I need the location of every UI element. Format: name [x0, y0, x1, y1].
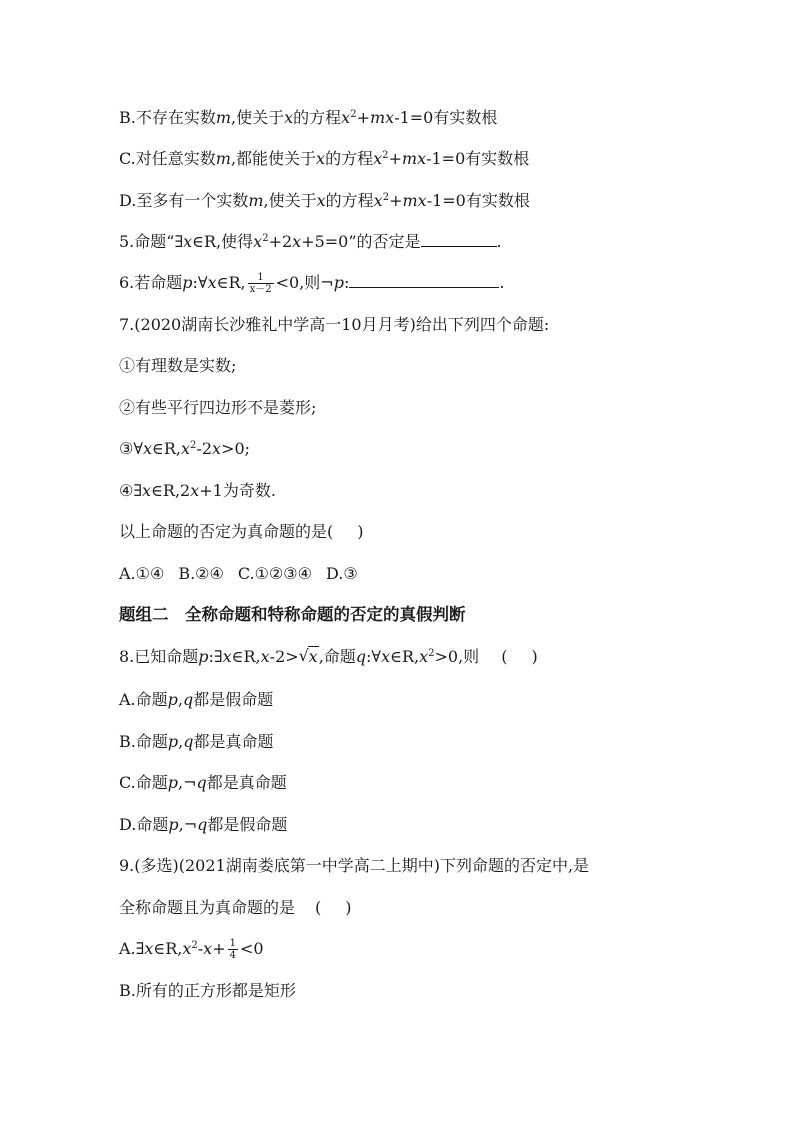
option-8a: A.命题p,q都是假命题 — [119, 690, 274, 709]
answer-blank — [349, 273, 499, 288]
answer-blank — [421, 232, 497, 247]
statement-1: ①有理数是实数; — [119, 356, 237, 375]
question-7-ask: 以上命题的否定为真命题的是( ) — [119, 522, 364, 541]
question-7-options — [119, 563, 358, 585]
fraction: $\frac{1}{x-2}$ — [249, 272, 272, 295]
option-4c: C.对任意实数m,都能使关于x的方程$x^2+mx-1=0$有实数根 — [119, 149, 530, 168]
option-8b: B.命题p,q都是真命题 — [119, 732, 274, 751]
option-9a: $A.\exists x\in R,x^2-x+$ $\frac{1}{4}$ <0 — [119, 938, 264, 961]
question-6: 6.若命题p:∀x∈R, $\frac{1}{x-2}$ <0,则¬p: . — [119, 272, 505, 295]
option-9b: B.所有的正方形都是矩形 — [119, 981, 296, 1000]
question-5: 5.命题“∃x∈R,使得$x^2+2x+5=0$”的否定是 . — [119, 232, 502, 251]
statement-2: ②有些平行四边形不是菱形; — [119, 398, 317, 417]
option-d: D.③ — [326, 564, 358, 583]
question-7-stem: 7.(2020湖南长沙雅礼中学高一10月月考)给出下列四个命题: — [119, 315, 550, 334]
option-4b: B.不存在实数m,使关于x的方程$x^2+mx-1=0$有实数根 — [119, 108, 498, 127]
question-9-line1: 9.(多选)(2021湖南娄底第一中学高二上期中)下列命题的否定中,是 — [119, 856, 590, 875]
section-heading: 题组二 全称命题和特称命题的否定的真假判断 — [119, 605, 466, 624]
statement-4: ④∃x∈R,2x+1为奇数. — [119, 481, 276, 500]
square-root: √ x — [298, 646, 318, 666]
option-c: C.①②③④ — [237, 564, 312, 583]
fraction: $\frac{1}{4}$ — [229, 938, 236, 961]
option-8c: C.命题p,¬q都是真命题 — [119, 773, 287, 792]
option-4d: D.至多有一个实数m,使关于x的方程$x^2+mx-1=0$有实数根 — [119, 191, 530, 210]
option-8d: D.命题p,¬q都是假命题 — [119, 815, 288, 834]
statement-3: $③\forall x\in R,x^2-2x>0$; — [119, 439, 251, 458]
option-a: A.①④ — [119, 564, 165, 583]
question-9-line2: 全称命题且为真命题的是 ( ) — [119, 898, 352, 917]
option-b: B.②④ — [178, 564, 224, 583]
question-8: 8.已知命题p:∃x∈R,x-2> √ x,命题$q:\forall x\in R,x^2>0$,则 ( ) — [119, 646, 538, 666]
